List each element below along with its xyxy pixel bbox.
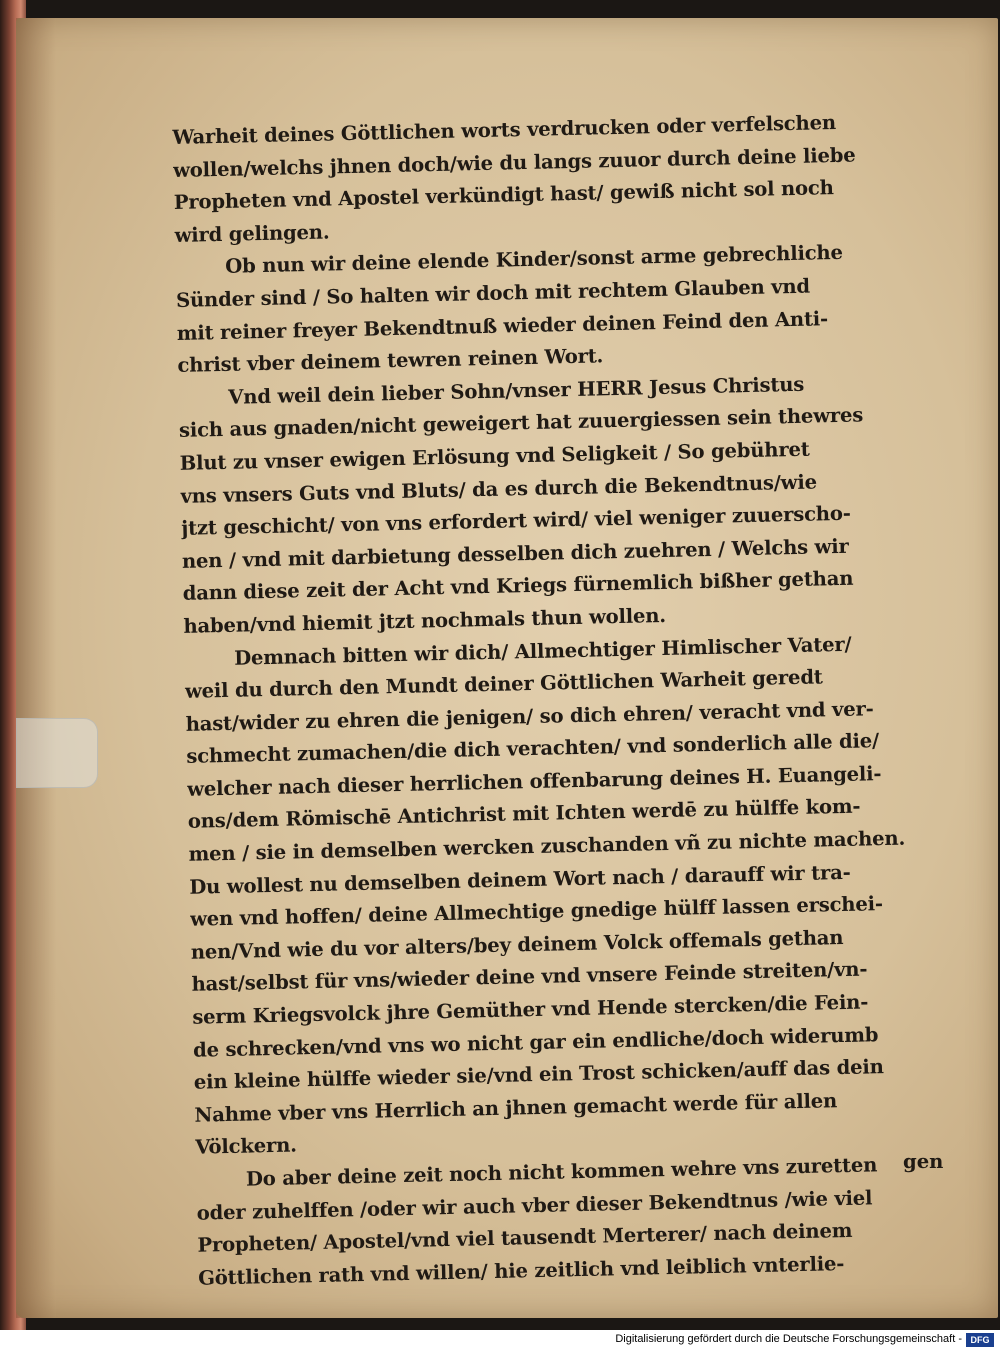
- text-line: Do aber deine zeit noch nicht kommen wehre vns zuretten: [245, 1153, 878, 1191]
- text-line: schmecht zumachen/die dich verachten/ vnd sonderlich alle die/: [186, 729, 880, 769]
- text-line: Ob nun wir deine elende Kinder/sonst arme gebrechliche: [225, 241, 843, 279]
- text-line: vns vnsers Guts vnd Bluts/ da es durch die Bekendtnus/wie: [180, 469, 818, 508]
- text-line: nen/Vnd wie du vor alters/bey deinem Volck offemals gethan: [190, 925, 844, 964]
- text-line: hast/wider zu ehren die jenigen/ so dich ehren/ veracht vnd ver-: [185, 696, 874, 736]
- text-line: ons/dem Römischē Antichrist mit Ichten werdē zu hülffe kom-: [187, 795, 861, 834]
- catchword: gen: [903, 1150, 944, 1173]
- text-line: oder zuhelffen /oder wir auch vber dieser Bekendtnus /wie viel: [196, 1185, 873, 1225]
- text-line: Propheten vnd Apostel verkündigt hast/ gewiß nicht sol noch: [173, 176, 834, 215]
- page-gutter-shadow: [16, 18, 56, 1318]
- text-line: dann diese zeit der Acht vnd Kriegs fürnemlich bißher gethan: [182, 566, 854, 606]
- text-line: Göttlichen rath vnd willen/ hie zeitlich vnd leiblich vnterlie-: [197, 1251, 845, 1290]
- text-line: welcher nach dieser herrlichen offenbarung deines H. Euangeli-: [186, 761, 882, 801]
- text-line: jtzt geschicht/ von vns erfordert wird/ viel weniger zuuerscho-: [180, 501, 851, 541]
- text-line: wollen/welchs jhnen doch/wie du langs zuuor durch deine liebe: [172, 143, 856, 182]
- text-line: men / sie in demselben wercken zuschanden vñ zu nichte machen.: [188, 826, 906, 866]
- text-line: sich aus gnaden/nicht geweigert hat zuuergiessen sein thewres: [178, 403, 864, 443]
- text-line: serm Kriegsvolck jhre Gemüther vnd Hende stercken/die Fein-: [192, 990, 869, 1029]
- funding-credit: Digitalisierung gefördert durch die Deutsche Forschungsgemeinschaft -: [615, 1333, 962, 1345]
- text-line: Du wollest nu demselben deinem Wort nach / darauff wir tra-: [189, 860, 851, 899]
- dfg-logo-icon: DFG: [966, 1333, 994, 1347]
- text-line: mit reiner freyer Bekendtnuß wieder deinen Feind den Anti-: [176, 306, 829, 345]
- text-line: Völckern.: [195, 1133, 297, 1160]
- footer-bar: [0, 1330, 1000, 1351]
- text-line: wen vnd hoffen/ deine Allmechtige gnedige hülff lassen erschei-: [189, 892, 884, 932]
- text-line: Propheten/ Apostel/vnd viel tausendt Merterer/ nach deinem: [197, 1219, 853, 1257]
- text-line: Blut zu vnser ewigen Erlösung vnd Seligkeit / So gebühret: [179, 437, 810, 475]
- text-line: de schrecken/vnd vns wo nicht gar ein endliche/doch widerumb: [192, 1022, 879, 1062]
- text-line: Sünder sind / So halten wir doch mit rechtem Glauben vnd: [175, 274, 811, 312]
- text-line: hast/selbst für vns/wieder deine vnd vnsere Feinde streiten/vn-: [191, 957, 868, 997]
- text-line: wird gelingen.: [174, 220, 330, 247]
- text-line: Warheit deines Göttlichen worts verdrucken oder verfelschen: [172, 110, 837, 149]
- text-line: christ vber deinem tewren reinen Wort.: [177, 344, 604, 378]
- text-line: ein kleine hülffe wieder sie/vnd ein Trost schicken/auff das dein: [193, 1055, 884, 1094]
- text-line: Vnd weil dein lieber Sohn/vnser HERR Jesus Christus: [227, 372, 805, 409]
- body-text: [172, 105, 968, 1296]
- text-line: haben/vnd hiemit jtzt nochmals thun wollen.: [183, 603, 667, 638]
- page-clip-tab: [16, 718, 98, 788]
- text-line: weil du durch den Mundt deiner Göttlichen Warheit geredt: [184, 665, 823, 703]
- text-line: nen / vnd mit darbietung desselben dich zuehren / Welchs wir: [181, 534, 849, 573]
- text-line: Nahme vber vns Herrlich an jhnen gemacht werde für allen: [194, 1088, 838, 1127]
- text-line: Demnach bitten wir dich/ Allmechtiger Himlischer Vater/: [233, 632, 852, 670]
